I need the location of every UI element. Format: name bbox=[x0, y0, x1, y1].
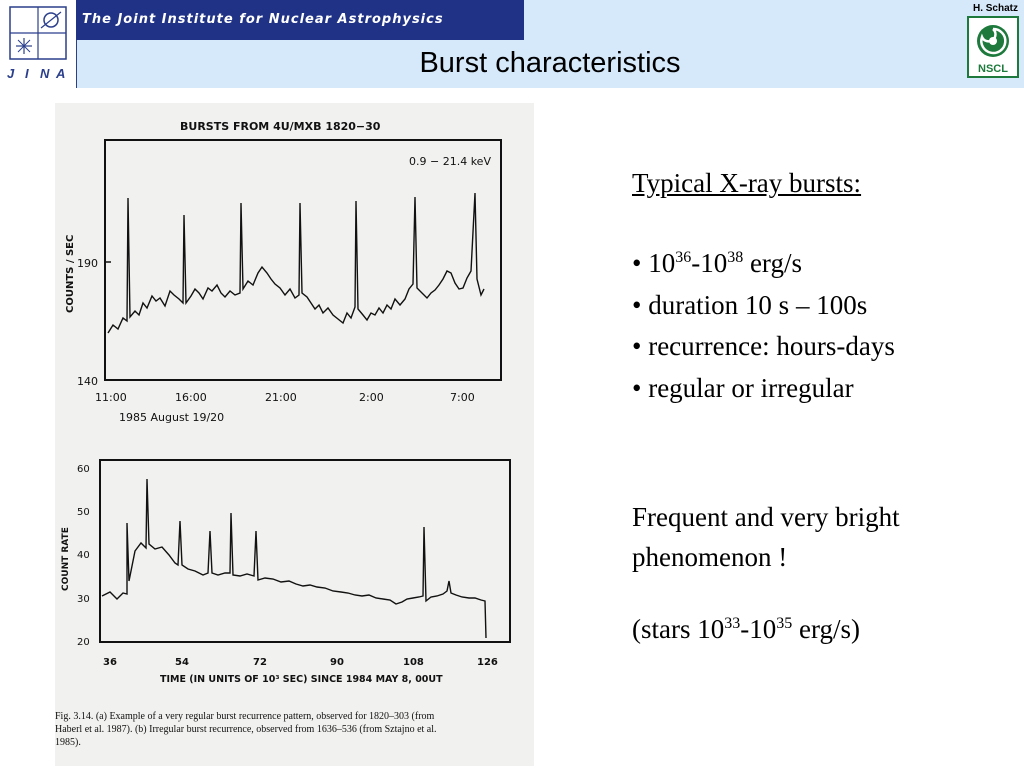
bursts-heading: Typical X-ray bursts: bbox=[632, 168, 862, 198]
top-xticks bbox=[95, 391, 475, 404]
stars-luminosity: (stars $10^{33}-10^{35}$ erg/s) bbox=[632, 614, 860, 644]
ytick-190: 190 bbox=[77, 257, 98, 270]
xtick-54: 54 bbox=[175, 657, 189, 668]
jina-logo-icon bbox=[0, 0, 76, 88]
bullet-recurrence: • recurrence: hours-days bbox=[632, 331, 895, 361]
bottom-xticks bbox=[103, 657, 498, 668]
xtick-126: 126 bbox=[477, 657, 498, 668]
xtick-72: 72 bbox=[253, 657, 267, 668]
jina-logo bbox=[0, 0, 77, 88]
xtick-1600: 16:00 bbox=[175, 391, 207, 404]
nscl-logo-icon bbox=[967, 16, 1019, 78]
xtick-2100: 21:00 bbox=[265, 391, 297, 404]
ytick-50: 50 bbox=[77, 507, 90, 518]
institute-name: The Joint Institute for Nuclear Astrophysics bbox=[82, 12, 444, 27]
institute-banner bbox=[76, 0, 524, 40]
ytick-30: 30 bbox=[77, 594, 90, 605]
bottom-plot-ylabel: COUNT RATE bbox=[61, 527, 71, 591]
caption-line: Fig. 3.14. (a) Example of a very regular burst recurrence pattern, observed for 1820–303 (from bbox=[55, 711, 435, 722]
slide-title: Burst characteristics bbox=[419, 47, 681, 79]
top-plot-ylabel: COUNTS / SEC bbox=[65, 234, 76, 313]
energy-label: 0.9 − 21.4 keV bbox=[409, 155, 491, 168]
ytick-20: 20 bbox=[77, 637, 90, 648]
ytick-60: 60 bbox=[77, 464, 90, 475]
bottom-yticks bbox=[77, 464, 90, 648]
ytick-40: 40 bbox=[77, 550, 90, 561]
bottom-plot-xlabel: TIME (IN UNITS OF 10³ SEC) SINCE 1984 MAY 8, 00UT bbox=[160, 674, 443, 685]
caption-line: 1985). bbox=[55, 737, 81, 748]
xtick-200: 2:00 bbox=[359, 391, 384, 404]
author-label: H. Schatz bbox=[972, 3, 1018, 14]
logo-letter: J bbox=[7, 66, 15, 81]
bottom-light-curve bbox=[102, 479, 486, 638]
xtick-90: 90 bbox=[330, 657, 344, 668]
bullet-energy: • $10^{36}-10^{38}$ erg/s bbox=[632, 248, 802, 278]
bullet-duration: • duration 10 s – 100s bbox=[632, 290, 868, 320]
top-plot-frame bbox=[105, 140, 501, 380]
bottom-plot-frame bbox=[100, 460, 510, 642]
logo-letter: N bbox=[40, 66, 50, 81]
top-plot-title: BURSTS FROM 4U/MXB 1820−30 bbox=[180, 120, 381, 133]
phenomenon-line-1: Frequent and very bright bbox=[632, 502, 900, 532]
xtick-700: 7:00 bbox=[450, 391, 475, 404]
logo-letter: A bbox=[56, 66, 66, 81]
top-light-curve bbox=[108, 193, 484, 333]
bullet-regular: • regular or irregular bbox=[632, 373, 854, 403]
xtick-108: 108 bbox=[403, 657, 424, 668]
caption-line: Haberl et al. 1987). (b) Irregular burst recurrence, observed from 1636–536 (from Sztajno et al. bbox=[55, 724, 437, 735]
xtick-36: 36 bbox=[103, 657, 117, 668]
phenomenon-line-2: phenomenon ! bbox=[632, 542, 788, 572]
logo-letter: I bbox=[25, 66, 29, 81]
nscl-label: NSCL bbox=[978, 63, 1008, 75]
xtick-1100: 11:00 bbox=[95, 391, 127, 404]
top-plot-date: 1985 August 19/20 bbox=[119, 411, 225, 424]
burst-figure bbox=[55, 103, 534, 766]
ytick-140: 140 bbox=[77, 375, 98, 388]
